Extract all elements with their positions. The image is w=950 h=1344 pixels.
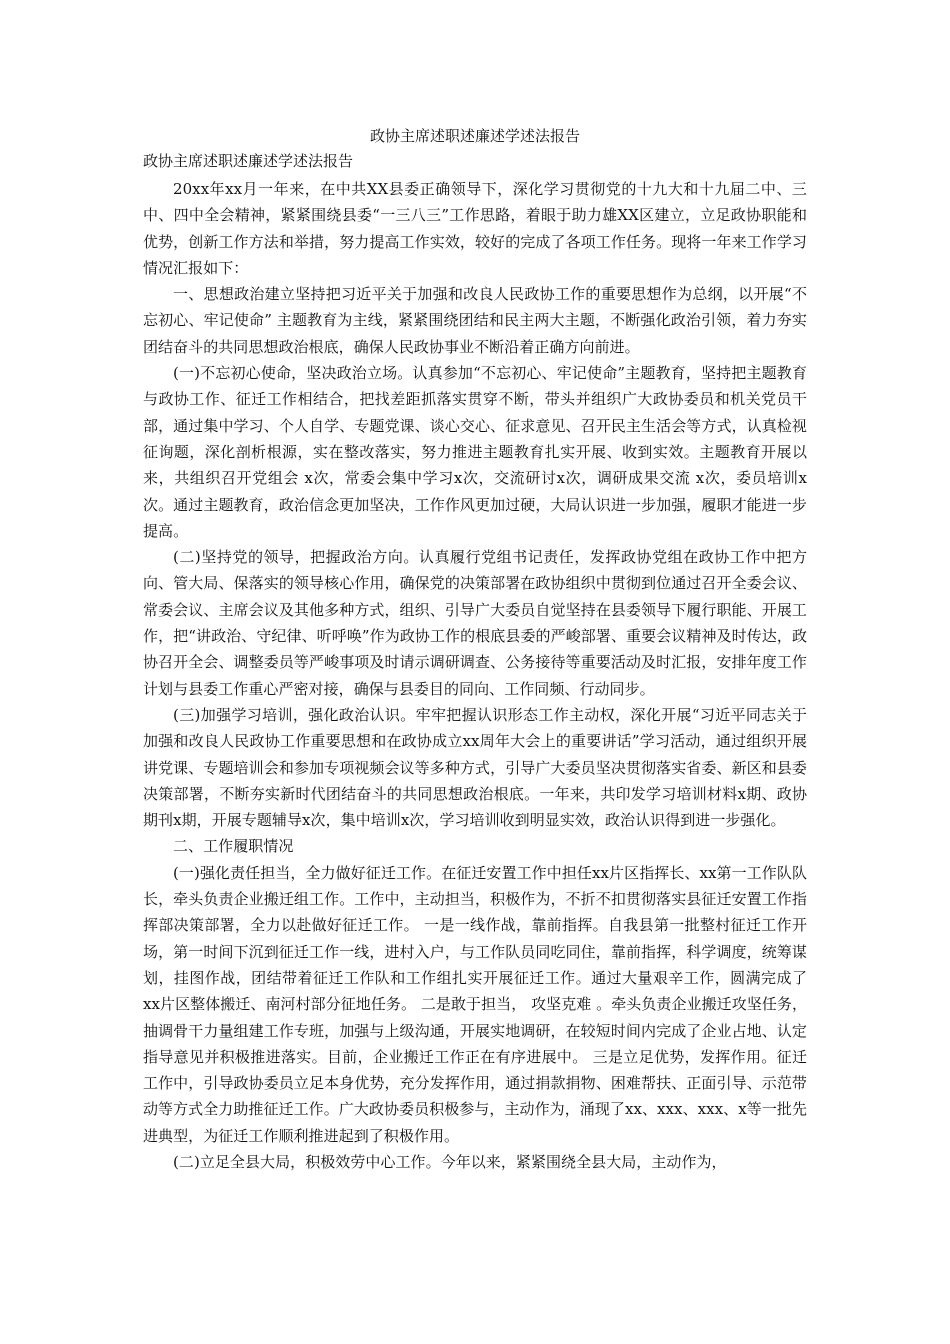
section-heading-1: 一、思想政治建立坚持把习近平关于加强和改良人民政协工作的重要思想作为总纲，以开展“不忘初心、牢记使命” 主题教育为主线，紧紧围绕团结和民主两大主题，不断强化政治引领，着力夯实团结奋斗的共同思想政治根底，确保人民政协事业不断沿着正确方向前进。 — [143, 285, 807, 356]
body-paragraph: (一)强化责任担当，全力做好征迁工作。在征迁安置工作中担任xx片区指挥长、xx第一工作队队长，牵头负责企业搬迁组工作。工作中，主动担当，积极作为，不折不扣贯彻落实县征迁安置工作指挥部决策部署，全力以赴做好征迁工作。 一是一线作战，靠前指挥。自我县第一批整村征迁工作开场，第一时间下沉到征迁工作一线，进村入户，与工作队员同吃同住，靠前指挥，科学调度，统筹谋划，挂图作战，团结带着征迁工作队和工作组扎实开展征迁工作。通过大量艰辛工作，圆满完成了xx片区整体搬迁、南河村部分征地任务。 二是敢于担当， 攻坚克难 。牵头负责企业搬迁攻坚任务，抽调骨干力量组建工作专班，加强与上级沟通，开展实地调研，在较短时间内完成了企业占地、认定指导意见并积极推进落实。目前，企业搬迁工作正在有序进展中。 三是立足优势，发挥作用。征迁工作中，引导政协委员立足本身优势，充分发挥作用，通过捐款捐物、困难帮扶、正面引导、示范带动等方式全力助推征迁工作。广大政协委员积极参与，主动作为，涌现了xx、xxx、xxx、x等一批先进典型，为征迁工作顺利推进起到了积极作用。 — [143, 863, 807, 1145]
body-paragraph: (二)立足全县大局，积极效劳中心工作。今年以来，紧紧围绕全县大局，主动作为， — [173, 1152, 727, 1171]
document-title: 政协主席述职述廉述学述法报告 — [369, 127, 580, 145]
document-body — [143, 176, 807, 1175]
body-paragraph: (一)不忘初心使命，坚决政治立场。认真参加“不忘初心、牢记使命”主题教育，坚持把主题教育与政协工作、征迁工作相结合，把找差距抓落实贯穿不断，带头并组织广大政协委员和机关党员干部，通过集中学习、个人自学、专题党课、谈心交心、征求意见、召开民主生活会等方式，认真检视征询题，深化剖析根源，实在整改落实，努力推进主题教育扎实开展、收到实效。主题教育开展以来，共组织召开党组会 x次，常委会集中学习x次，交流研讨x次，调研成果交流 x次，委员培训x次。通过主题教育，政治信念更加坚决，工作作风更加过硬，大局认识进一步加强，履职才能进一步提高。 — [143, 364, 807, 540]
intro-paragraph: 20xx年xx月一年来，在中共XX县委正确领导下，深化学习贯彻党的十九大和十九届二中、三中、四中全会精神，紧紧围绕县委“一三八三”工作思路，着眼于助力雄XX区建立，立足政协职能和优势，创新工作方法和举措，努力提高工作实效，较好的完成了各项工作任务。现将一年来工作学习情况汇报如下： — [143, 180, 807, 277]
document-subtitle: 政协主席述职述廉述学述法报告 — [143, 152, 354, 170]
body-paragraph: (三)加强学习培训，强化政治认识。牢牢把握认识形态工作主动权，深化开展“习近平同志关于加强和改良人民政协工作重要思想和在政协成立xx周年大会上的重要讲话”学习活动，通过组织开展讲党课、专题培训会和参加专项视频会议等多种方式，引导广大委员坚决贯彻落实省委、新区和县委决策部署，不断夯实新时代团结奋斗的共同思想政治根底。一年来，共印发学习培训材料x期、政协期刊x期，开展专题辅导x次，集中培训x次，学习培训收到明显实效，政治认识得到进一步强化。 — [143, 705, 807, 830]
body-paragraph: (二)坚持党的领导，把握政治方向。认真履行党组书记责任，发挥政协党组在政协工作中把方向、管大局、保落实的领导核心作用，确保党的决策部署在政协组织中贯彻到位通过召开全委会议、常委会议、主席会议及其他多种方式，组织、引导广大委员自觉坚持在县委领导下履行职能、开展工作，把“讲政治、守纪律、听呼唤”作为政协工作的根底县委的严峻部署、重要会议精神及时传达，政协召开全会、调整委员等严峻事项及时请示调研调查、公务接待等重要活动及时汇报，安排年度工作计划与县委工作重心严密对接，确保与县委目的同向、工作同频、行动同步。 — [143, 548, 807, 698]
section-heading-2: 二、工作履职情况 — [173, 837, 294, 856]
